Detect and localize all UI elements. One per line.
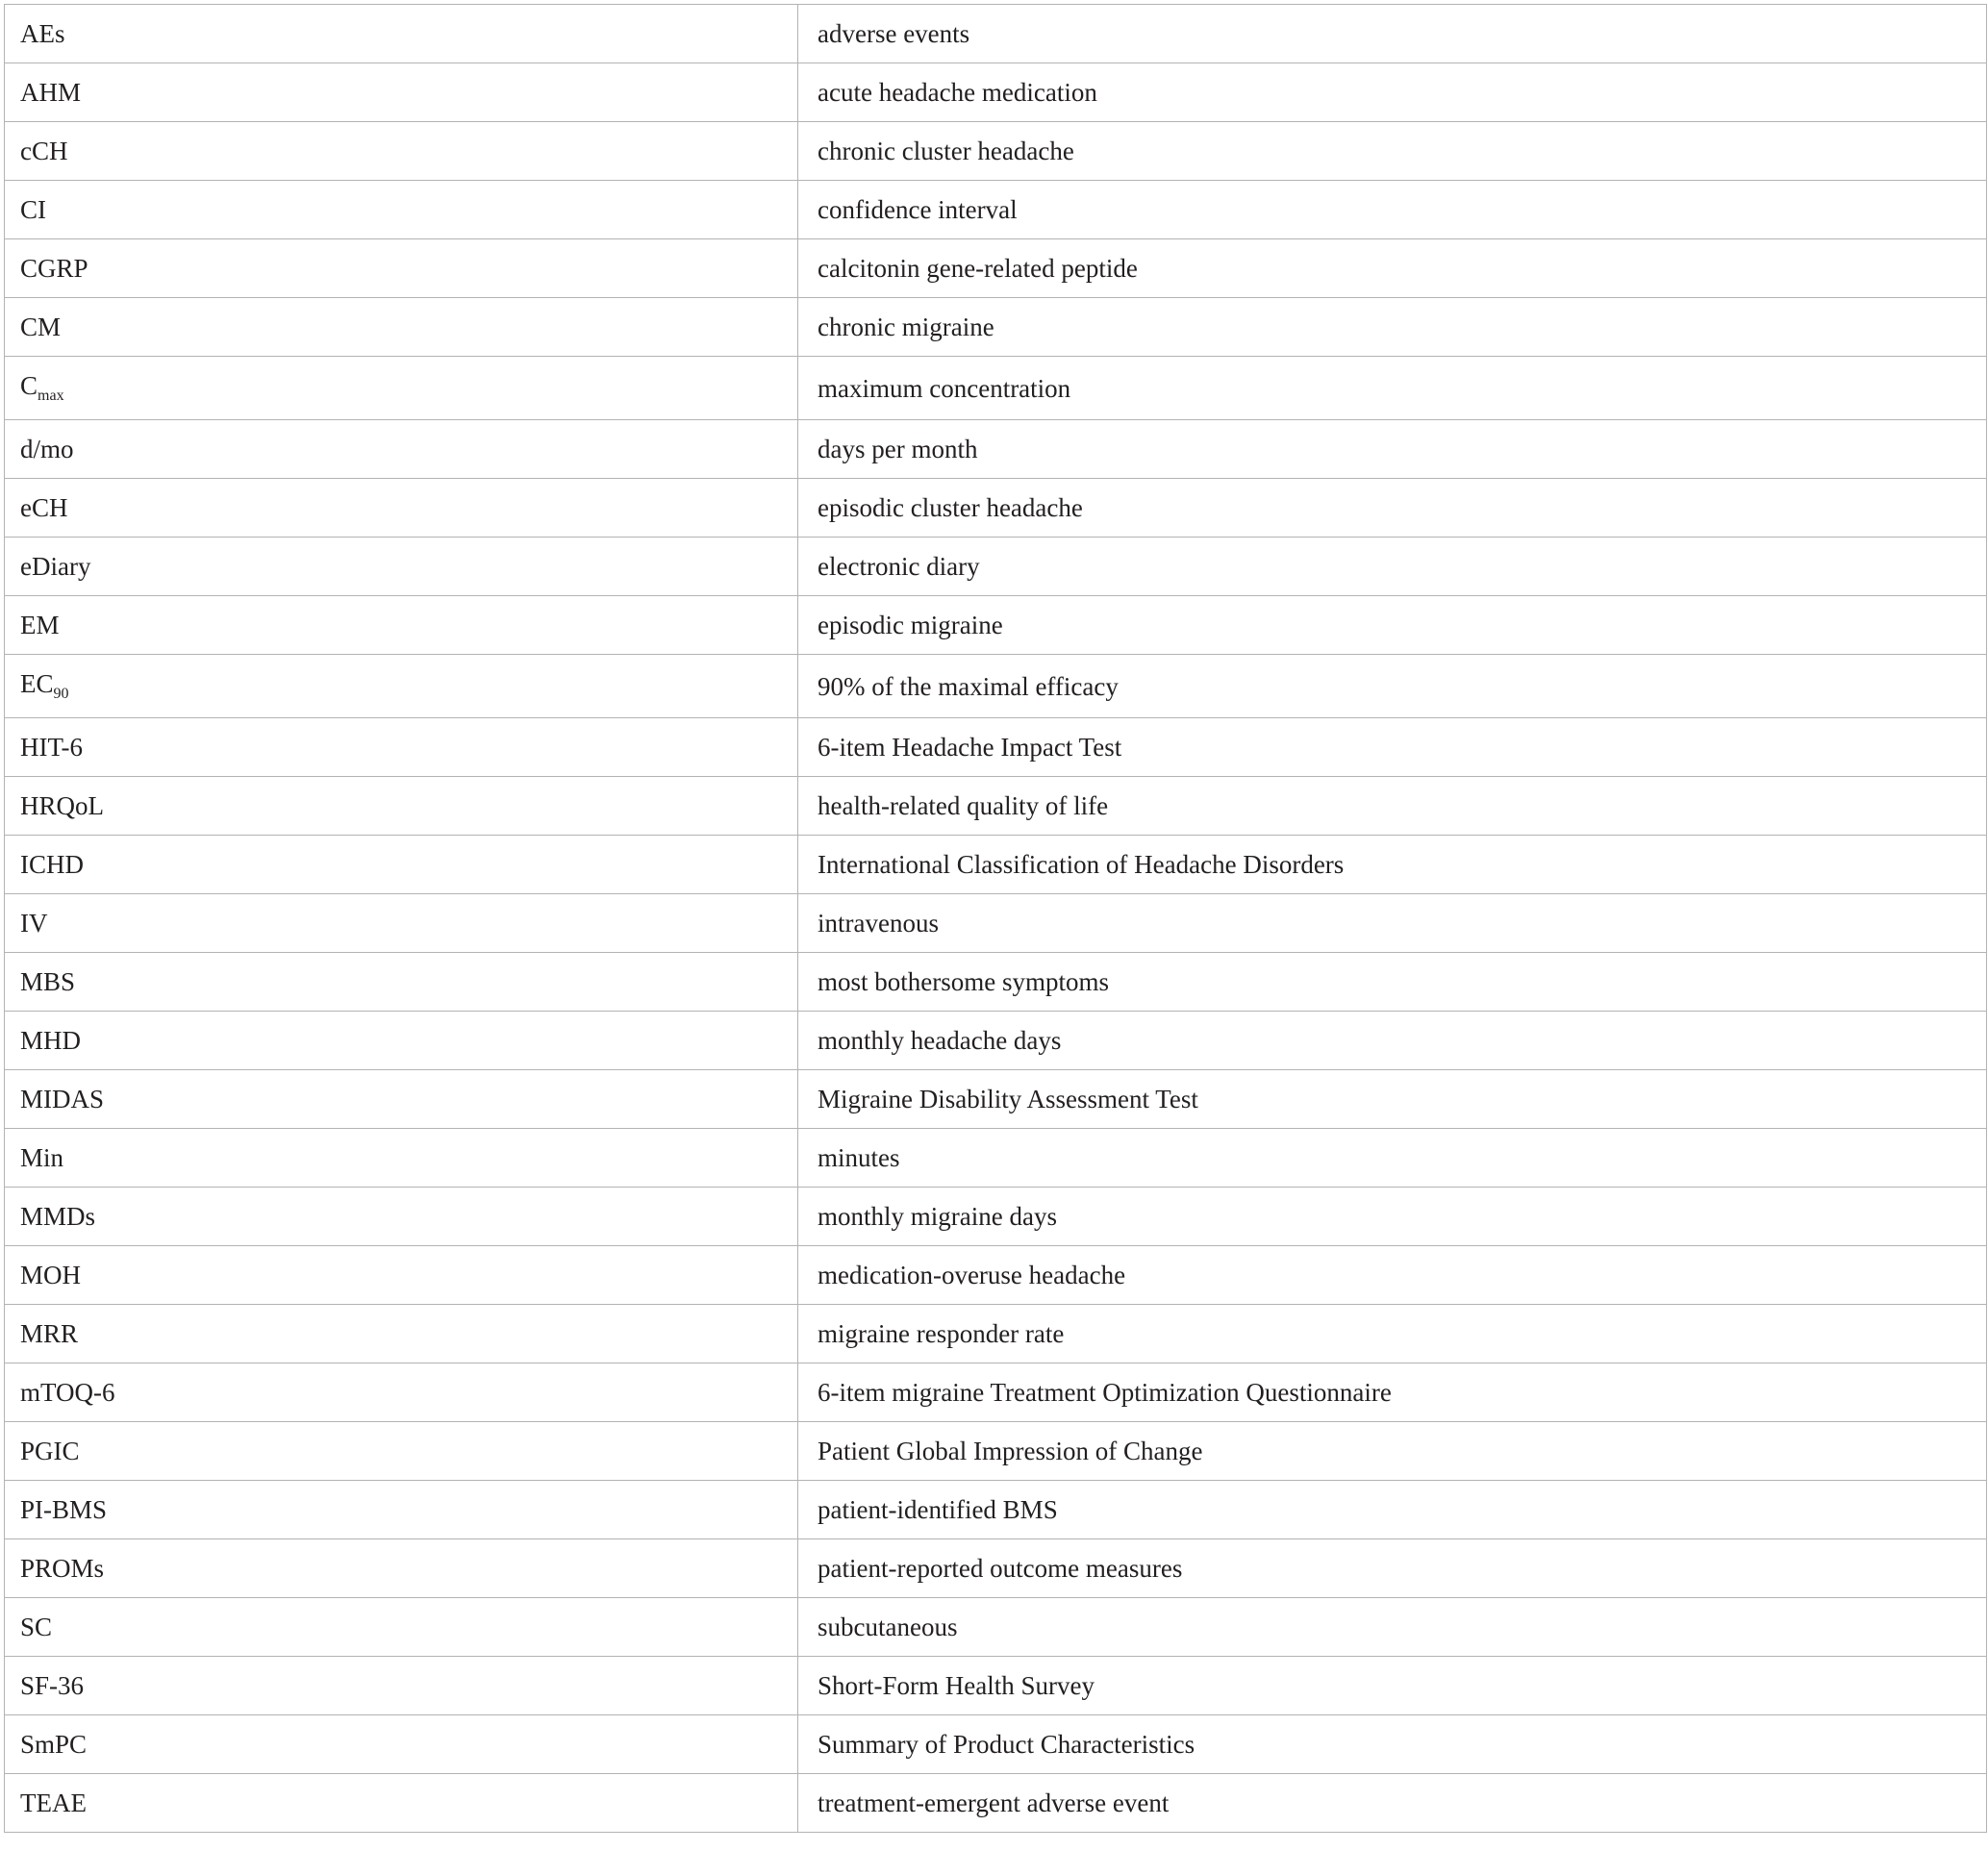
definition-cell: subcutaneous [798,1598,1987,1657]
abbreviation-text: AEs [20,19,65,48]
abbreviation-cell [5,1246,798,1305]
table-row [5,420,1987,479]
definition-cell: adverse events [798,5,1987,63]
table-row [5,655,1987,718]
table-row [5,1129,1987,1188]
definition-cell: patient-identified BMS [798,1481,1987,1539]
definition-cell: medication-overuse headache [798,1246,1987,1305]
table-row [5,596,1987,655]
table-row [5,239,1987,298]
abbreviation-text: CGRP [20,254,88,283]
abbreviation-text: AHM [20,78,82,107]
definition-cell: most bothersome symptoms [798,953,1987,1012]
table-row [5,1715,1987,1774]
abbreviation-cell [5,1715,798,1774]
abbreviation-text: PGIC [20,1437,80,1465]
definition-cell: minutes [798,1129,1987,1188]
abbreviations-table [4,4,1987,1833]
abbreviation-cell [5,1422,798,1481]
abbreviation-cell [5,1305,798,1363]
abbreviation-text: SF-36 [20,1671,85,1700]
table-row [5,1363,1987,1422]
abbreviation-cell [5,122,798,181]
table-row [5,479,1987,538]
definition-cell: treatment-emergent adverse event [798,1774,1987,1833]
table-row [5,777,1987,836]
definition-cell: 90% of the maximal efficacy [798,655,1987,718]
abbreviation-cell [5,1129,798,1188]
table-row [5,357,1987,420]
abbreviation-cell [5,239,798,298]
abbreviation-cell [5,1188,798,1246]
definition-cell: Migraine Disability Assessment Test [798,1070,1987,1129]
definition-cell: 6-item Headache Impact Test [798,718,1987,777]
table-row [5,1012,1987,1070]
table-row [5,1246,1987,1305]
abbreviation-text: CM [20,313,62,341]
abbreviation-cell [5,655,798,718]
abbreviation-cell [5,298,798,357]
definition-cell: confidence interval [798,181,1987,239]
table-row [5,63,1987,122]
abbreviation-text: cCH [20,137,68,165]
definition-cell: acute headache medication [798,63,1987,122]
abbreviation-text: MRR [20,1319,79,1348]
abbreviation-text: SC [20,1613,53,1641]
abbreviation-cell [5,5,798,63]
definition-cell: 6-item migraine Treatment Optimization Questionnaire [798,1363,1987,1422]
definition-cell: days per month [798,420,1987,479]
table-row [5,1598,1987,1657]
abbreviation-subscript: 90 [53,686,69,702]
table-row [5,1539,1987,1598]
definition-cell: episodic migraine [798,596,1987,655]
abbreviation-cell [5,1481,798,1539]
abbreviation-cell [5,894,798,953]
abbreviation-cell [5,1539,798,1598]
definition-cell: episodic cluster headache [798,479,1987,538]
abbreviation-cell [5,718,798,777]
abbreviation-cell [5,538,798,596]
abbreviation-cell [5,1070,798,1129]
table-row [5,953,1987,1012]
abbreviation-text: MOH [20,1261,82,1289]
table-row [5,1305,1987,1363]
abbreviation-text: IV [20,909,48,938]
definition-cell: electronic diary [798,538,1987,596]
abbreviation-text: CI [20,195,46,224]
abbreviation-text: EM [20,611,60,639]
abbreviation-text: eDiary [20,552,91,581]
definition-cell: migraine responder rate [798,1305,1987,1363]
abbreviation-text: HIT-6 [20,733,83,762]
abbreviation-cell [5,777,798,836]
table-row [5,538,1987,596]
abbreviation-text: ICHD [20,850,84,879]
table-row [5,894,1987,953]
abbreviation-cell [5,357,798,420]
table-row [5,1422,1987,1481]
table-row [5,1188,1987,1246]
abbreviation-text: MHD [20,1026,82,1055]
abbreviation-text: Min [20,1143,64,1172]
abbreviation-cell [5,596,798,655]
abbreviation-text: EC [20,669,54,698]
table-row [5,1070,1987,1129]
abbreviation-text: PI-BMS [20,1495,108,1524]
abbreviation-text: SmPC [20,1730,88,1759]
abbreviation-cell [5,1363,798,1422]
definition-cell: chronic cluster headache [798,122,1987,181]
abbreviation-text: d/mo [20,435,74,463]
abbreviation-cell [5,1657,798,1715]
abbreviation-cell [5,181,798,239]
definition-cell: Patient Global Impression of Change [798,1422,1987,1481]
definition-cell: International Classification of Headache Disorders [798,836,1987,894]
abbreviation-cell [5,479,798,538]
definition-cell: monthly migraine days [798,1188,1987,1246]
table-row [5,836,1987,894]
abbreviation-cell [5,420,798,479]
abbreviations-table-body [5,5,1987,1833]
definition-cell: Short-Form Health Survey [798,1657,1987,1715]
definition-cell: calcitonin gene-related peptide [798,239,1987,298]
table-row [5,5,1987,63]
definition-cell: health-related quality of life [798,777,1987,836]
abbreviation-text: HRQoL [20,791,104,820]
abbreviation-cell [5,953,798,1012]
definition-cell: chronic migraine [798,298,1987,357]
definition-cell: Summary of Product Characteristics [798,1715,1987,1774]
abbreviation-cell [5,63,798,122]
table-row [5,298,1987,357]
abbreviation-text: MIDAS [20,1085,105,1113]
definition-cell: patient-reported outcome measures [798,1539,1987,1598]
abbreviation-text: C [20,371,38,400]
abbreviation-subscript: max [38,388,64,404]
table-row [5,181,1987,239]
table-row [5,1481,1987,1539]
abbreviation-text: eCH [20,493,68,522]
abbreviation-cell [5,1012,798,1070]
abbreviation-cell [5,836,798,894]
abbreviation-text: PROMs [20,1554,105,1583]
definition-cell: maximum concentration [798,357,1987,420]
table-row [5,122,1987,181]
abbreviation-text: MMDs [20,1202,96,1231]
abbreviation-text: MBS [20,967,76,996]
definition-cell: intravenous [798,894,1987,953]
abbreviation-text: mTOQ-6 [20,1378,115,1407]
definition-cell: monthly headache days [798,1012,1987,1070]
abbreviation-text: TEAE [20,1788,87,1817]
table-row [5,718,1987,777]
abbreviation-cell [5,1598,798,1657]
table-row [5,1774,1987,1833]
abbreviation-cell [5,1774,798,1833]
table-row [5,1657,1987,1715]
